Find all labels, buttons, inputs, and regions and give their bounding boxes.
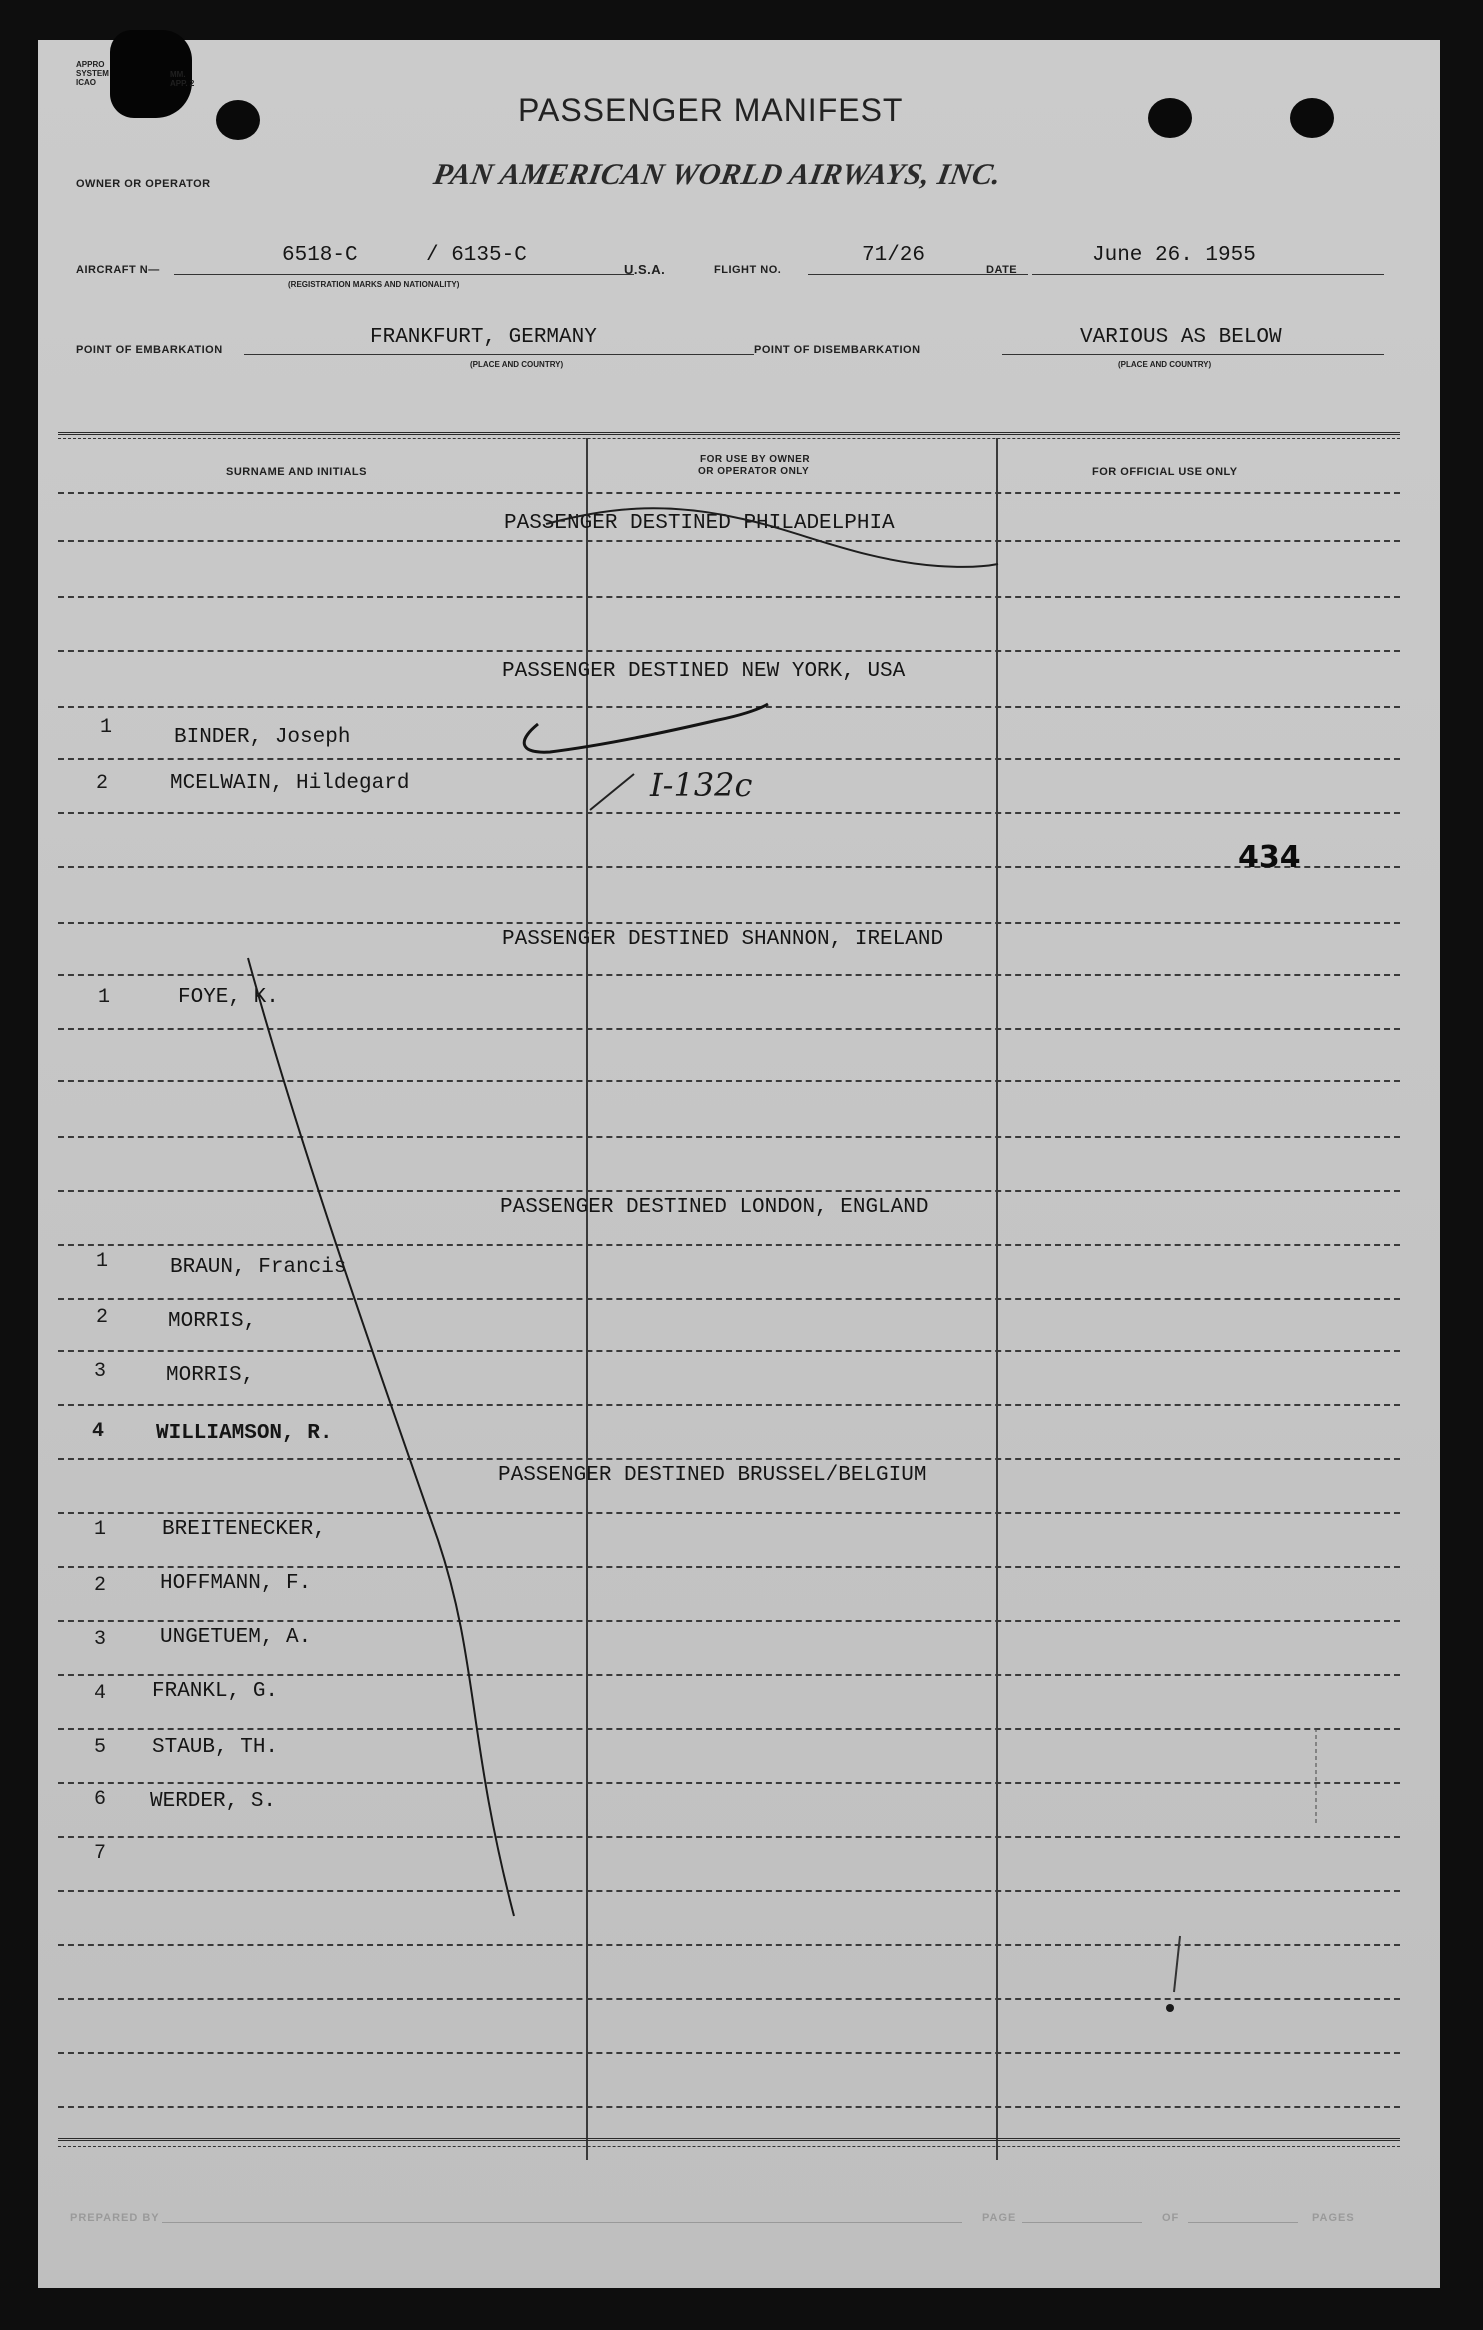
column-header-owner-2: OR OPERATOR ONLY [698,466,810,477]
section-shannon: PASSENGER DESTINED SHANNON, IRELAND [502,928,944,951]
disembark-sublabel: (PLACE AND COUNTRY) [1118,360,1212,369]
disembark-label: POINT OF DISEMBARKATION [754,344,921,356]
disembark-value: VARIOUS AS BELOW [1080,326,1282,349]
registration-sublabel: (REGISTRATION MARKS AND NATIONALITY) [288,280,460,289]
flight-number: 71/26 [862,244,926,267]
passenger-name: MCELWAIN, Hildegard [170,772,410,795]
row-number: 5 [94,1736,107,1759]
row-number: 2 [94,1574,107,1597]
passenger-name: BREITENECKER, [162,1518,326,1541]
row-number: 1 [98,986,111,1009]
handwritten-number: 434 [1238,840,1301,875]
aircraft-number: 6518-C [282,244,358,267]
column-header-official: FOR OFFICIAL USE ONLY [1092,466,1238,478]
row-number: 3 [94,1628,107,1651]
page-title: PASSENGER MANIFEST [518,92,904,128]
embark-label: POINT OF EMBARKATION [76,344,223,356]
form-ref-line: ICAO [76,78,96,87]
passenger-name: HOFFMANN, F. [160,1572,312,1595]
slash-mark [590,774,634,810]
owner-label: OWNER OR OPERATOR [76,178,211,190]
handwritten-note: I-132c [650,766,753,804]
row-number: 4 [94,1682,107,1705]
row-number: 1 [94,1518,107,1541]
passenger-name: FRANKL, G. [152,1680,279,1703]
section-brussel: PASSENGER DESTINED BRUSSEL/BELGIUM [498,1464,927,1487]
long-diagonal-stroke [248,958,514,1916]
nationality: U.S.A. [624,262,666,277]
passenger-name: FOYE, K. [178,986,279,1009]
section-london: PASSENGER DESTINED LONDON, ENGLAND [500,1196,929,1219]
handwriting-overlay [38,40,1440,2288]
pen-tick [1174,1936,1180,1992]
aircraft-label: AIRCRAFT N— [76,264,160,276]
footer-page: PAGE [982,2212,1017,2224]
passenger-name: MORRIS, [168,1310,257,1333]
form-ref-line: APP. 2 [170,79,195,88]
row-number: 1 [96,1250,109,1273]
form-ref-line: APPRO [76,60,105,69]
form-ref-line: SYSTEM [76,69,109,78]
check-mark [524,704,768,752]
embark-sublabel: (PLACE AND COUNTRY) [470,360,564,369]
date-label: DATE [986,264,1018,276]
section-newyork: PASSENGER DESTINED NEW YORK, USA [502,660,906,683]
operator-name: PAN AMERICAN WORLD AIRWAYS, INC. [431,158,1004,191]
row-number: 2 [96,1306,109,1329]
row-number: 1 [100,716,113,739]
date-value: June 26. 1955 [1092,244,1256,267]
passenger-name: BRAUN, Francis [170,1256,347,1279]
passenger-name: BINDER, Joseph [174,726,351,749]
footer-page-line [1022,2222,1142,2223]
row-number: 7 [94,1842,107,1865]
footer-of: OF [1162,2212,1180,2224]
footer-of-line [1188,2222,1298,2223]
pen-dot [1166,2004,1174,2012]
manifest-document [38,40,1440,2288]
column-header-surname: SURNAME AND INITIALS [226,466,367,478]
row-number: 2 [96,772,109,795]
pen-stroke-philadelphia [546,508,998,567]
passenger-name: WERDER, S. [150,1790,277,1813]
flight-label: FLIGHT NO. [714,264,782,276]
passenger-name: WILLIAMSON, R. [156,1422,333,1445]
passenger-name: STAUB, TH. [152,1736,279,1759]
row-number: 4 [92,1420,105,1443]
embark-value: FRANKFURT, GERMANY [370,326,597,349]
row-number: 3 [94,1360,107,1383]
section-philadelphia: PASSENGER DESTINED PHILADELPHIA [504,512,895,535]
column-header-owner: FOR USE BY OWNER [700,454,811,465]
footer-pages: PAGES [1312,2212,1355,2224]
row-number: 6 [94,1788,107,1811]
footer-prepared-by: PREPARED BY [70,2212,160,2224]
form-ref-line: MM. [170,70,186,79]
passenger-name: MORRIS, [166,1364,255,1387]
aircraft-number-2: / 6135-C [426,244,527,267]
passenger-name: UNGETUEM, A. [160,1626,312,1649]
footer-prepared-line [162,2222,962,2223]
